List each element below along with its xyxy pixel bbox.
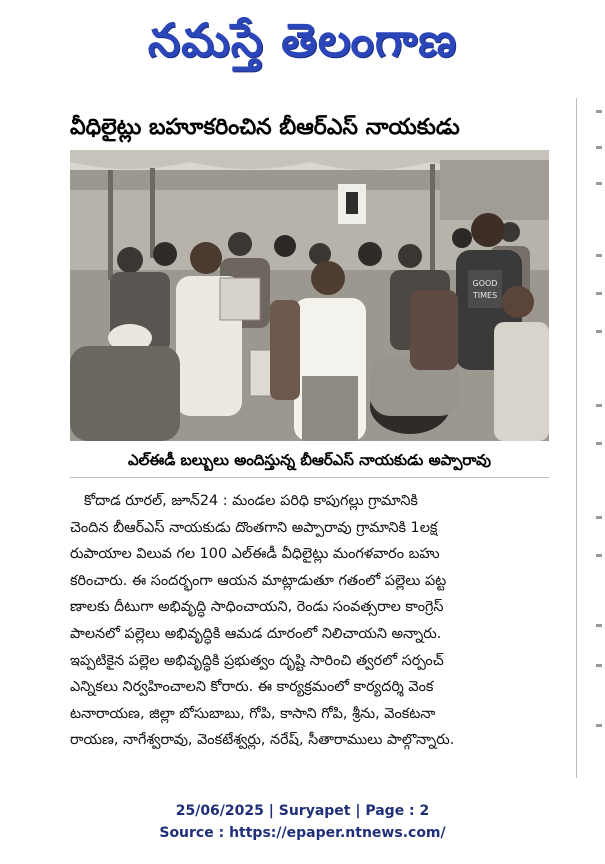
body-line: కోదాడ రూరల్, జూన్24 : మండల పరిధి కాపుగల్లు గ్రామానికి: [84, 493, 418, 509]
body-line: కరించారు. ఈ సందర్భంగా ఆయన మాట్లాడుతూ గతంలో పల్లెలు పట్ట: [70, 572, 447, 589]
page-footer: [0, 800, 605, 844]
body-line: రుపాయాల విలువ గల 100 ఎల్ఈడీ వీధిలైట్లు మంగళవారం బహు: [70, 546, 440, 563]
adjacent-column-fragment: [596, 104, 605, 784]
body-line: పాలనలో పల్లెలు అభివృద్ధికి ఆమడ దూరంలో నిలిచాయని అన్నారు.: [70, 625, 442, 642]
shirt-print-line-1: GOOD: [472, 279, 498, 288]
body-line: చెందిన బీఆర్ఎస్ నాయకుడు దొంతగాని అప్పారావు గ్రామానికి 1లక్ష: [70, 519, 438, 536]
body-line: టనారాయణ, జిల్లా బోసుబాబు, గోపి, కాసాని గోపి, శ్రీను, వెంకటనా: [70, 705, 436, 722]
article-body: [70, 488, 550, 768]
edition-info: 25/06/2025 | Suryapet | Page : 2: [175, 803, 430, 819]
article-headline: వీధిలైట్లు బహూకరించిన బీఆర్‌ఎస్ నాయకుడు: [70, 115, 460, 140]
column-divider: [576, 98, 577, 778]
body-line: ణాలకు దీటుగా అభివృద్ధి సాధించాయని, రెండు సంవత్సరాల కాంగ్రెస్: [70, 599, 444, 616]
photo-caption: ఎల్ఈడీ బల్బులు అందిస్తున్న బీఆర్ఎస్ నాయకుడు అప్పారావు: [70, 443, 549, 478]
body-line: ఇప్పటికైన పల్లెల అభివృద్ధికి ప్రభుత్వం దృష్టి సారించి త్వరలో సర్పంచ్: [70, 652, 444, 669]
body-line: ఎన్నికలు నిర్వహించాలని కోరారు. ఈ కార్యక్రమంలో కార్యదర్శి వెంక: [70, 679, 434, 696]
article-photo: [70, 150, 549, 441]
newspaper-masthead: నమస్తే తెలంగాణ: [147, 13, 458, 67]
shirt-print-line-2: TIMES: [472, 291, 498, 300]
body-line: రాయణ, నాగేశ్వరావు, వెంకటేశ్వర్లు, నరేష్, సీతారాములు పాల్గొన్నారు.: [70, 732, 455, 749]
source-link[interactable]: Source : https://epaper.ntnews.com/: [159, 825, 446, 841]
